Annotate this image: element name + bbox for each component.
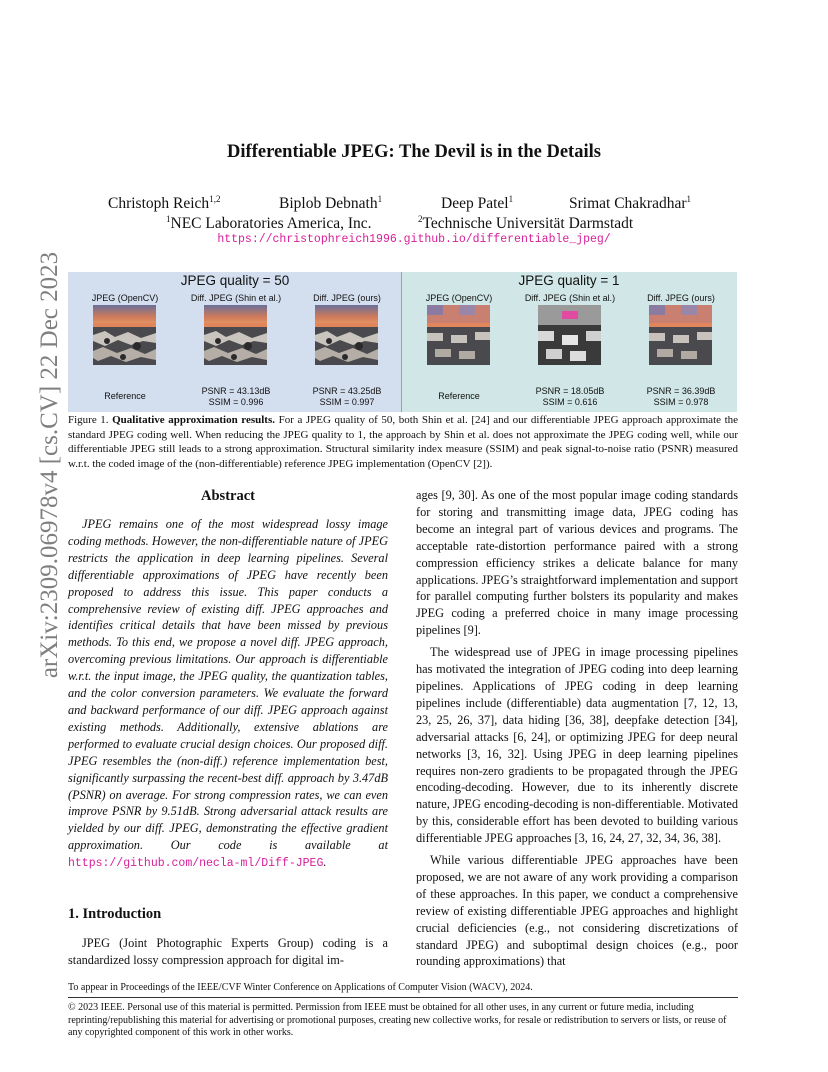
intro-p2-text: The widespread use of JPEG in image processing pipelines has motivated the integration of JPEG coding into deep learning pipelines. Applications of JPEG coding in deep learning pipelines include (differentiable) data augmentation [7, 12, 13, 23, 25, 26, 37], data hiding [36, 38], deepfake detection [34], adversarial attacks [6, 24], or optimizing JPEG for deep neural networks [3, 16, 32]. Using JPEG in deep learning pipelines requires non-zero gradients to be propagated through the JPEG encoding-decoding. However, due to its inherently discrete nature, JPEG encoding-decoding is non-differentiable. Motivated by this, considerable effort has been devoted to building various differentiable JPEG approaches [3, 16, 24, 27, 32, 34, 36, 38].: [416, 645, 738, 846]
panel-quality-50: [68, 272, 402, 412]
figure-1: [68, 272, 737, 412]
psnr-ours-q50: PSNR = 43.25dB: [312, 386, 382, 396]
intro-para-1-left: [68, 935, 388, 969]
affiliation-2: $^2$Technische Universität Darmstadt: [418, 214, 634, 233]
col-label-ours-q50: Diff. JPEG (ours): [313, 293, 381, 303]
quality-1-label: JPEG quality = 1: [518, 273, 620, 288]
abstract-text: JPEG remains one of the most widespread lossy image coding methods. However, the non-differentiable nature of JPEG restricts the application in deep learning pipelines. Several differentiable approximations of JPEG have recently been proposed to address this issue. This paper conducts a comprehensive review of existing diff. JPEG approaches and identifies critical details that have been missed by previous methods. To this end, we propose a novel diff. JPEG approach, overcoming previous limitations. Our approach is differentiable w.r.t. the input image, the JPEG quality, the quantization tables, and the color conversion parameters. We evaluate the forward and backward performance of our diff. JPEG approach against existing methods. Additionally, extensive ablations are performed to evaluate crucial design choices. Our proposed diff. JPEG resembles the (non-diff.) reference implementation best, significantly surpassing the recent-best diff. approach by 3.47dB (PSNR) on average. For strong compression rates, we can even improve PSNR by 9.51dB. Strong adversarial attack results are yielded by our diff. JPEG, demonstrating the effective gradient approximation. Our code is available at: [68, 517, 388, 853]
panel-separator: [401, 272, 402, 412]
abstract-body: [68, 516, 388, 873]
abstract-heading: Abstract: [201, 488, 255, 504]
caption-label: Figure 1.: [68, 414, 109, 426]
image-opencv-q50: [93, 305, 156, 365]
ssim-shin-q1: SSIM = 0.616: [542, 397, 598, 407]
appear-note: To appear in Proceedings of the IEEE/CVF Winter Conference on Applications of Computer Vision (WACV), 2024.: [68, 982, 533, 993]
author-3: Deep Patel$^1$: [441, 194, 514, 213]
arxiv-side-stamp: arXiv:2309.06978v4 [cs.CV] 22 Dec 2023: [36, 251, 63, 679]
caption-title: Qualitative approximation results.: [112, 414, 276, 426]
caption-text: For a JPEG quality of 50, both Shin et al. [24] and our differentiable JPEG approach approximate the standard JPEG coding well. When reducing the JPEG quality to 1, the approach by Shin et al. does not approximate the JPEG coding well, while our differentiable JPEG still leads to a strong approximation. Structural similarity index measure (SSIM) and peak signal-to-noise ratio (PSNR) measured w.r.t. the coded image of the (non-differentiable) reference JPEG implementation (OpenCV [2]).: [68, 414, 739, 470]
author-2: Biplob Debnath$^1$: [279, 194, 383, 213]
image-opencv-q1: [427, 305, 490, 365]
author-1: Christoph Reich$^{1,2}$: [108, 194, 221, 213]
figure-caption: [68, 413, 738, 471]
intro-p1-left-text: JPEG (Joint Photographic Experts Group) coding is a standardized lossy compression approach for digital im-: [68, 936, 388, 967]
col-label-shin-q1: Diff. JPEG (Shin et al.): [524, 293, 616, 303]
ssim-shin-q50: SSIM = 0.996: [208, 397, 264, 407]
code-url-link[interactable]: https://github.com/necla-ml/Diff-JPEG: [68, 857, 324, 871]
abstract-end: .: [323, 855, 327, 870]
affiliation-1: $^1$NEC Laboratories America, Inc.: [166, 214, 372, 233]
intro-heading: 1. Introduction: [68, 906, 162, 922]
footer-rule: [68, 997, 738, 998]
author-4: Srimat Chakradhar$^1$: [569, 194, 692, 213]
quality-50-label: JPEG quality = 50: [180, 273, 290, 288]
col-label-shin-q50: Diff. JPEG (Shin et al.): [190, 293, 282, 303]
col-label-opencv-q1: JPEG (OpenCV): [425, 293, 493, 303]
intro-p1-right-text: ages [9, 30]. As one of the most popular image coding standards for storing and transmitting image data, JPEG coding has become an integral part of various devices and programs. The acceptable rate-distortion performance paired with a strong compression efficiency strikes a delicate balance for many applications. JPEG’s straightforward implementation and support for parallel computing further bolsters its popularity and makes JPEG coding a preferred choice in many image processing pipelines [9].: [416, 488, 738, 638]
psnr-ours-q1: PSNR = 36.39dB: [646, 386, 716, 396]
col-label-opencv-q50: JPEG (OpenCV): [91, 293, 159, 303]
col-label-ours-q1: Diff. JPEG (ours): [647, 293, 715, 303]
panel-quality-1: [402, 272, 737, 412]
reference-label-q50: Reference: [104, 391, 146, 401]
image-ours-q1: [649, 305, 712, 365]
image-shin-q50: [204, 305, 267, 365]
psnr-shin-q50: PSNR = 43.13dB: [201, 386, 271, 396]
intro-right-column: [416, 487, 738, 970]
image-ours-q50: [315, 305, 378, 365]
paper-title: Differentiable JPEG: The Devil is in the Details: [227, 142, 601, 162]
reference-label-q1: Reference: [438, 391, 480, 401]
ssim-ours-q50: SSIM = 0.997: [319, 397, 375, 407]
copyright-note: © 2023 IEEE. Personal use of this material is permitted. Permission from IEEE must be obtained for all other uses, in any current or future media, including reprinting/republishing this material for advertising or promotional purposes, creating new collective works, for resale or redistribution to servers or lists, or reuse of any copyrighted component of this work in other works.: [68, 1002, 727, 1038]
psnr-shin-q1: PSNR = 18.05dB: [535, 386, 605, 396]
project-url-link[interactable]: https://christophreich1996.github.io/differentiable_jpeg/: [217, 233, 611, 246]
ssim-ours-q1: SSIM = 0.978: [653, 397, 709, 407]
image-shin-q1: [538, 305, 601, 365]
intro-p3-text: While various differentiable JPEG approaches have been proposed, we are not aware of any work providing a comparison of these approaches. In this paper, we conduct a comprehensive review of existing differentiable JPEG approaches and highlight crucial deficiencies (e.g., not considering discretizations of standard JPEG) and suboptimal design choices (e.g., poor rounding approximations) that: [416, 853, 738, 969]
